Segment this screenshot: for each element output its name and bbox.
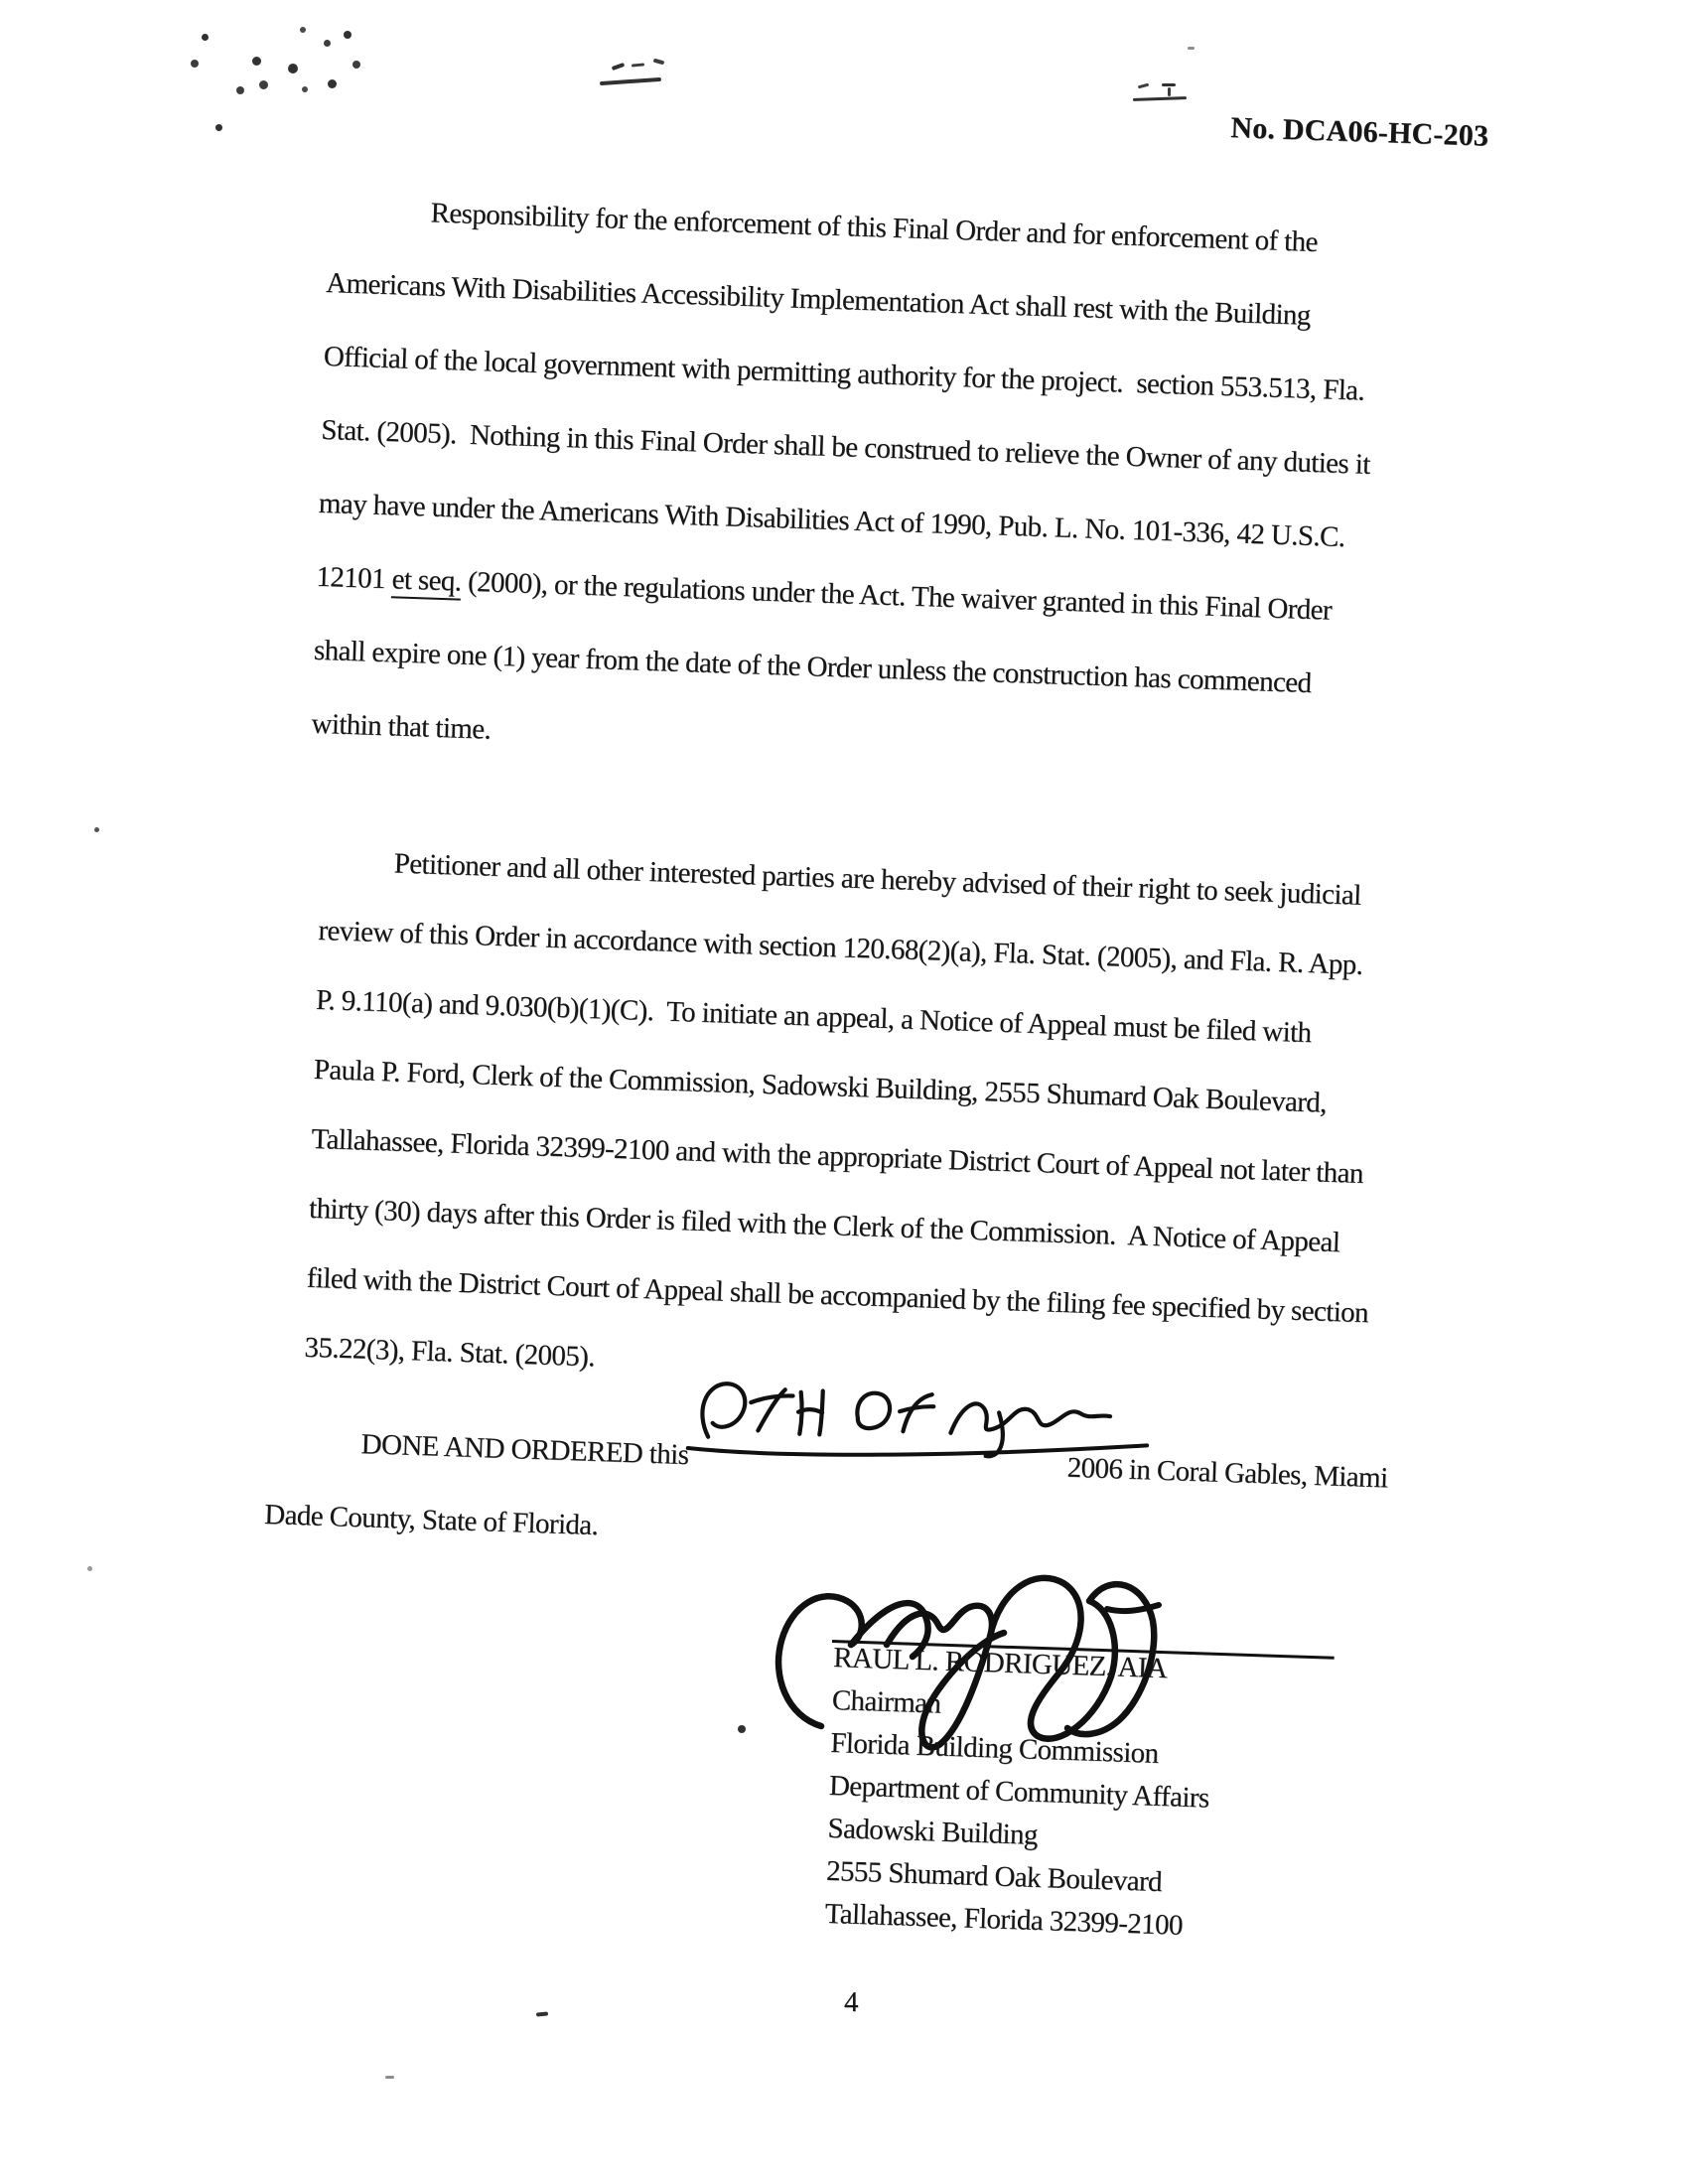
case-number: No. DCA06-HC-203 (1229, 111, 1489, 153)
body-line: Responsibility for the enforcement of this Final Order and for enforcement of the (430, 197, 1319, 259)
paragraph-enforcement (310, 173, 1500, 800)
body-line: Stat. (2005). Nothing in this Final Order shall be construed to relieve the Owner of any duties it (320, 413, 1371, 481)
body-line-segment: 12101 (315, 560, 393, 596)
signatory-title: Chairman (831, 1683, 941, 1720)
scan-speck (324, 40, 331, 47)
scan-speck (191, 60, 199, 68)
handwritten-date-scrawl (679, 1373, 1179, 1489)
signatory-building: Sadowski Building (827, 1812, 1039, 1851)
scan-speck (738, 1725, 746, 1733)
signatory-dept: Department of Community Affairs (828, 1769, 1210, 1815)
scan-smudge (1162, 83, 1176, 86)
scan-speck (202, 34, 209, 41)
body-line: may have under the Americans With Disabilities Act of 1990, Pub. L. No. 101-336, 42 U.S.C. (318, 487, 1346, 554)
signatory-street: 2555 Shumard Oak Boulevard (825, 1854, 1163, 1899)
signatory-city: Tallahassee, Florida 32399-2100 (824, 1897, 1184, 1942)
body-line: Tallahassee, Florida 32399-2100 and with the appropriate District Court of Appeal not later than (311, 1122, 1364, 1190)
scan-speck (302, 86, 308, 92)
scan-speck (344, 31, 352, 39)
scan-speck (259, 80, 268, 89)
done-tail-text: 2006 in Coral Gables, Miami (1066, 1451, 1389, 1495)
scan-smudge (1188, 47, 1195, 50)
scan-smudge (1168, 87, 1171, 96)
scan-speck (215, 124, 222, 131)
scan-speck (94, 827, 99, 832)
body-line: thirty (30) days after this Order is filed with the Clerk of the Commission. A Notice of Appeal (308, 1192, 1340, 1259)
scan-speck (236, 86, 244, 94)
body-line: Petitioner and all other interested parties are hereby advised of their right to seek judicial (393, 847, 1362, 912)
body-line: shall expire one (1) year from the date of the Order unless the construction has commenced (313, 634, 1312, 700)
body-line: filed with the District Court of Appeal shall be accompanied by the filing fee specified by section (306, 1261, 1369, 1330)
done-lead-text: DONE AND ORDERED this (360, 1428, 696, 1472)
signatory-org: Florida Building Commission (829, 1726, 1160, 1770)
body-line-segment: (2000), or the regulations under the Act. The waiver granted in this Final Order (460, 565, 1333, 627)
page-number: 4 (844, 1986, 859, 2018)
scan-smudge (612, 63, 626, 71)
body-line: 35.22(3), Fla. Stat. (2005). (304, 1331, 596, 1374)
done-line: Dade County, State of Florida. (263, 1498, 599, 1542)
scan-speck (288, 64, 298, 73)
scan-speck (328, 79, 337, 88)
scan-smudge (600, 77, 661, 85)
paragraph-appeal-rights (303, 826, 1502, 1421)
scan-speck (352, 61, 360, 69)
scan-smudge (1133, 96, 1187, 101)
signatory-name: RAUL L. RODRIGUEZ, AIA (832, 1641, 1168, 1685)
body-line: Paula P. Ford, Clerk of the Commission, Sadowski Building, 2555 Shumard Oak Boulevard, (313, 1053, 1328, 1119)
scan-smudge (385, 2076, 394, 2079)
body-line: Americans With Disabilities Accessibility Implementation Act shall rest with the Building (325, 266, 1312, 332)
signature-block (824, 1637, 1430, 1956)
scan-smudge (632, 63, 644, 67)
scan-smudge (536, 2011, 548, 2016)
scan-speck (252, 57, 261, 66)
body-line: P. 9.110(a) and 9.030(b)(1)(C). To initiate an appeal, a Notice of Appeal must be filed with (315, 983, 1313, 1050)
body-line: Official of the local government with permitting authority for the project. section 553.513, Fla. (323, 340, 1365, 407)
underlined-citation: et seq. (391, 563, 462, 600)
body-line: review of this Order in accordance with section 120.68(2)(a), Fla. Stat. (2005), and Fla. R. App. (317, 914, 1363, 981)
scan-smudge (1138, 83, 1149, 89)
body-line: within that time. (311, 707, 492, 746)
scan-speck (87, 1566, 92, 1571)
scan-speck (300, 27, 306, 33)
handwritten-date (695, 1418, 1123, 1462)
scan-smudge (653, 59, 665, 66)
